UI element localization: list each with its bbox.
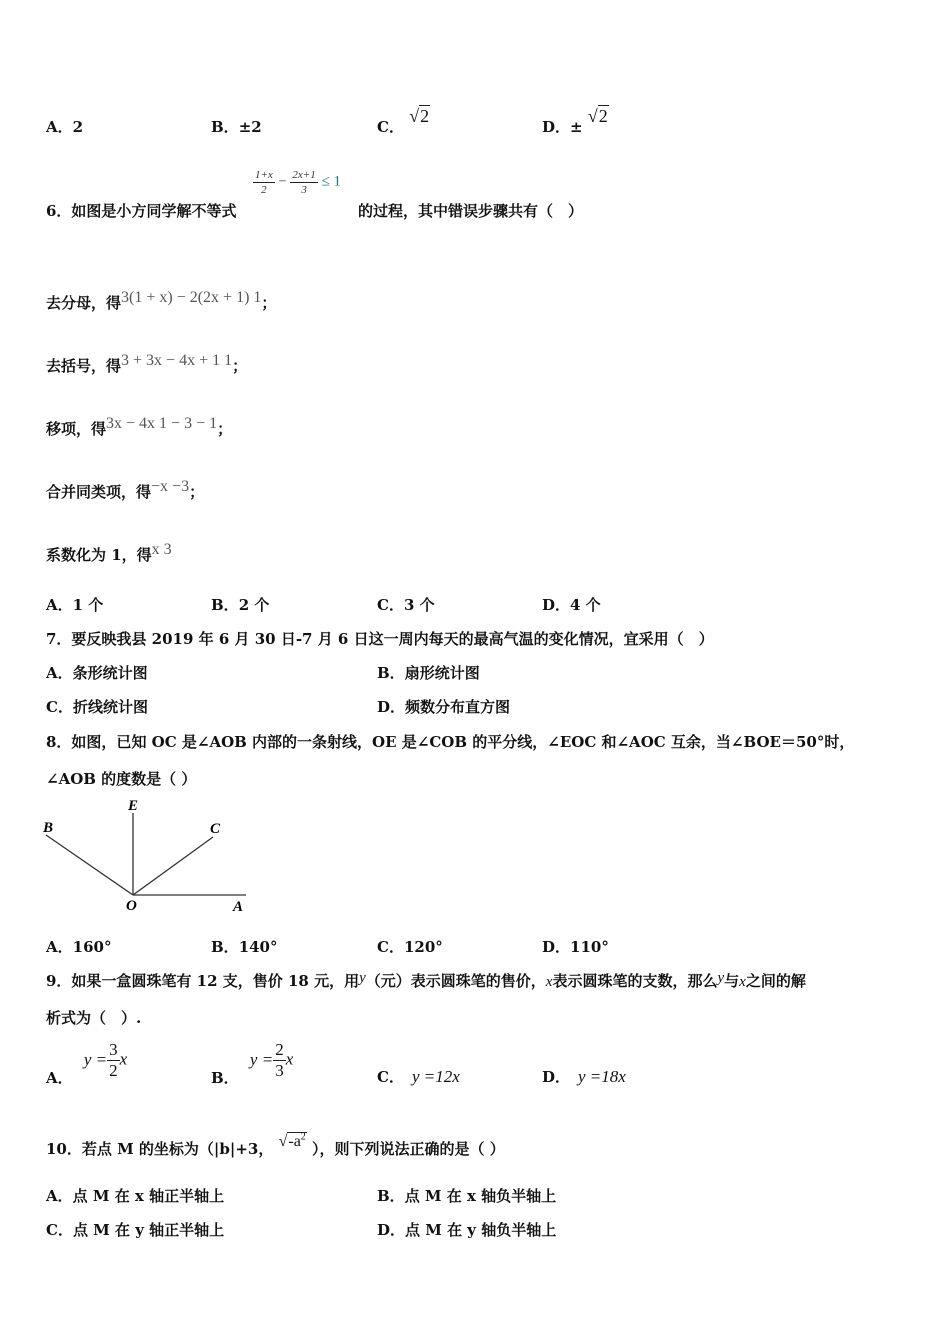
q7-option-b[interactable]: B．扇形统计图 <box>377 664 480 682</box>
sqrt-expression: √2 <box>587 106 608 126</box>
step-math: −x −3 <box>151 478 190 495</box>
option-letter: D． <box>542 118 571 136</box>
step-math: 3(1 + x) − 2(2x + 1) 1 <box>121 289 262 306</box>
q9-option-c[interactable]: C． y =12x <box>377 1067 460 1086</box>
q6-stem <box>46 200 236 221</box>
q7-option-c[interactable]: C．折线统计图 <box>46 698 148 716</box>
q5-option-a[interactable] <box>46 116 83 137</box>
q6-inequality <box>253 168 341 197</box>
q9-option-d[interactable]: D． y =18x <box>542 1067 626 1086</box>
q8-option-a[interactable]: A．160° <box>46 938 112 956</box>
var-x: x <box>739 974 746 990</box>
q6-step-3 <box>46 415 233 439</box>
q7-option-a[interactable]: A．条形统计图 <box>46 664 148 682</box>
q5-option-d[interactable] <box>542 106 609 137</box>
q7-stem: 7．要反映我县 2019 年 6 月 30 日-7 月 6 日这一周内每天的最高气温的变化情况，宜采用（ ） <box>46 630 714 648</box>
sqrt-expression: √2 <box>409 106 430 126</box>
q8-option-d[interactable]: D．110° <box>542 938 609 956</box>
step-end: ； <box>232 357 248 375</box>
q9-option-b[interactable]: B． y = $\frac{2}{3}$ x <box>211 1040 294 1087</box>
step-math: x 3 <box>151 541 172 558</box>
q6-step-5 <box>46 541 172 565</box>
q10-stem: 10．若点 M 的坐标为（|b|+3， $√-a^2$ ），则下列说法正确的是（ ） <box>46 1131 505 1158</box>
step-end: ； <box>189 483 205 501</box>
step-math: 3 + 3x − 4x + 1 1 <box>121 352 233 369</box>
step-label: 移项，得 <box>46 420 107 438</box>
option-text: 2 <box>72 118 84 136</box>
q6-option-b[interactable]: B．2 个 <box>211 596 270 614</box>
label-e: E <box>128 798 139 814</box>
label-b: B <box>43 820 54 836</box>
fraction: $\frac{2}{3}$ <box>275 1040 284 1080</box>
fraction: $\frac{1+x}{2}$ <box>255 169 273 196</box>
step-math: 3x − 4x 1 − 3 − 1 <box>106 415 218 432</box>
q10-option-d[interactable]: D．点 M 在 y 轴负半轴上 <box>377 1221 557 1239</box>
q5-option-c[interactable] <box>377 106 430 137</box>
fraction: $\frac{2x+1}{3}$ <box>292 169 316 196</box>
label-o: O <box>126 898 137 914</box>
var-x: x <box>545 974 553 990</box>
label-c: C <box>210 821 221 837</box>
option-letter: A． <box>46 118 73 136</box>
option-letter: C． <box>377 118 404 136</box>
var-y: y <box>359 970 366 986</box>
radicand: 2 <box>420 106 430 126</box>
q9-stem-line2: 析式为（ ）. <box>46 1009 142 1027</box>
q8-option-b[interactable]: B．140° <box>211 938 278 956</box>
step-label: 系数化为 1，得 <box>46 546 152 564</box>
q9-option-a[interactable]: A． y = $\frac{3}{2}$ x <box>46 1040 128 1087</box>
q6-stem-end <box>358 200 583 221</box>
q8-option-c[interactable]: C．120° <box>377 938 443 956</box>
step-label: 去括号，得 <box>46 357 122 375</box>
fraction: $\frac{3}{2}$ <box>109 1040 118 1080</box>
ray-ob <box>46 835 133 895</box>
q6-step-4 <box>46 478 205 502</box>
q5-option-b[interactable] <box>211 116 262 137</box>
q6-stem-suffix: 的过程，其中错误步骤共有（ ） <box>358 202 584 220</box>
minus-sign: − <box>278 174 287 190</box>
q7-option-d[interactable]: D．频数分布直方图 <box>377 698 511 716</box>
relation: ≤ 1 <box>321 173 342 190</box>
q8-angle-figure <box>40 795 255 920</box>
q6-step-2 <box>46 352 248 376</box>
step-end: ； <box>217 420 233 438</box>
radicand: 2 <box>598 106 608 126</box>
q6-option-d[interactable]: D．4 个 <box>542 596 601 614</box>
q10-option-b[interactable]: B．点 M 在 x 轴负半轴上 <box>377 1187 557 1205</box>
q6-stem-prefix: 6．如图是小方同学解不等式 <box>46 202 237 220</box>
q6-option-a[interactable]: A．1 个 <box>46 596 104 614</box>
q8-stem-line1: 8．如图，已知 OC 是∠AOB 内部的一条射线，OE 是∠COB 的平分线，∠EOC 和∠AOC 互余，当∠BOE＝50°时， <box>46 733 855 751</box>
sqrt-expression: $√-a^2$ <box>278 1131 306 1150</box>
option-letter: B． <box>211 118 239 136</box>
option-text: ±2 <box>238 118 262 136</box>
label-a: A <box>233 899 244 915</box>
var-y: y <box>717 970 725 986</box>
q10-option-c[interactable]: C．点 M 在 y 轴正半轴上 <box>46 1221 225 1239</box>
q6-option-c[interactable]: C．3 个 <box>377 596 435 614</box>
step-label: 去分母，得 <box>46 294 122 312</box>
ray-oc <box>133 837 213 895</box>
q8-stem-line2: ∠AOB 的度数是（ ） <box>46 770 197 788</box>
q10-option-a[interactable]: A．点 M 在 x 轴正半轴上 <box>46 1187 225 1205</box>
q6-step-1 <box>46 289 277 313</box>
option-text: ± <box>570 118 583 136</box>
step-end: ； <box>261 294 277 312</box>
step-label: 合并同类项，得 <box>46 483 152 501</box>
q9-stem-line1: 9．如果一盒圆珠笔有 12 支，售价 18 元，用y（元）表示圆珠笔的售价，x表示圆珠笔的支数，那么y与x之间的解 <box>46 970 806 990</box>
